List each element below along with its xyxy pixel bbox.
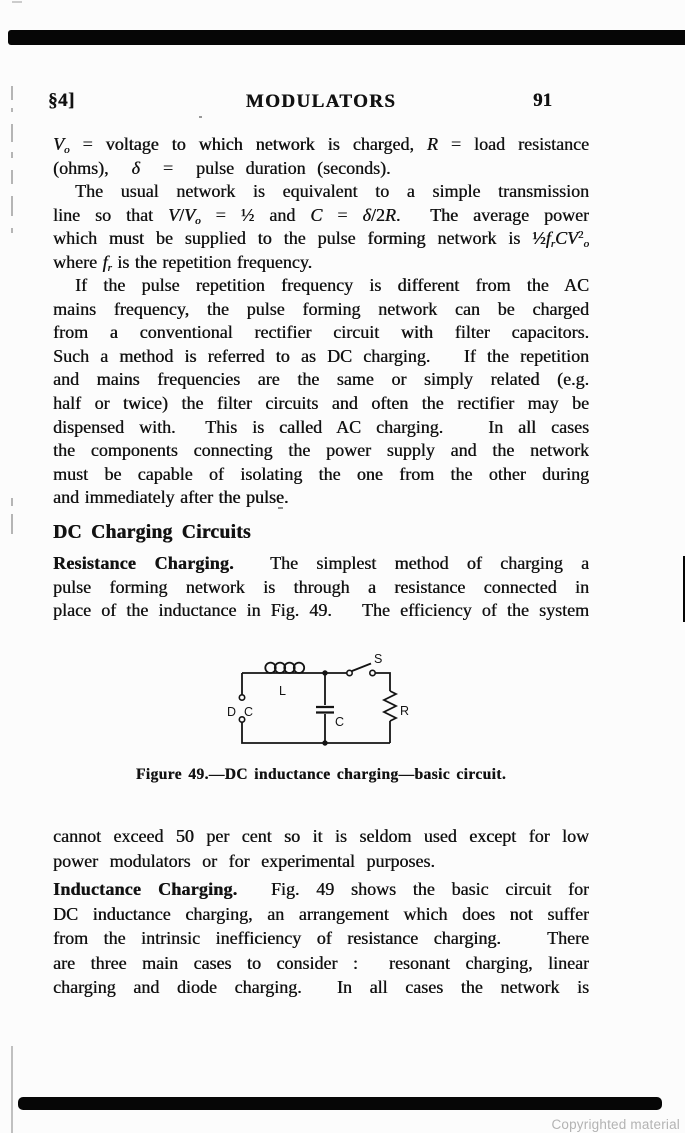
switch-contact	[347, 670, 352, 675]
paragraph-block-b	[53, 552, 589, 623]
scan-margin-dash-7	[11, 228, 13, 233]
scan-bar-bottom	[18, 1097, 662, 1110]
label-c-source: C	[244, 705, 254, 719]
text-line: DC inductance charging, an arrangement which does not suffer	[53, 903, 589, 924]
scan-speck-2	[199, 116, 202, 118]
text-line: are three main cases to consider : resonant charging, linear	[53, 952, 589, 973]
scan-bar-top	[8, 30, 685, 45]
paragraph-block-d	[53, 877, 589, 1000]
page-number: 91	[533, 90, 552, 111]
scan-margin-dash-3	[11, 124, 13, 142]
text-line: $V_o$ = voltage to which network is charged, R = load resistance	[53, 134, 589, 156]
scan-margin-dash-5	[11, 170, 13, 184]
text-line: charging and diode charging. In all cases the network is	[53, 977, 589, 997]
text-line: must be capable of isolating the one from the other during	[53, 463, 589, 484]
text-line: Such a method is referred to as DC charging. If the repetition	[53, 345, 589, 366]
text-line: and immediately after the pulse.	[53, 487, 289, 508]
section-heading-dc-charging-circuits: DC Charging Circuits	[53, 522, 251, 543]
label-switch: S	[374, 652, 383, 666]
scan-margin-dash-9	[11, 514, 13, 534]
scan-margin-dash-4	[11, 152, 13, 158]
figure-49-circuit-diagram	[215, 645, 425, 753]
text-line: line so that $V/V_o$ = ½ and C = δ/2R. The average power	[53, 204, 589, 227]
text-line: dispensed with. This is called AC charging. In all cases	[53, 416, 589, 437]
junction-dot	[322, 670, 327, 675]
text-line: mains frequency, the pulse forming network can be charged	[53, 298, 589, 319]
text-line: half or twice) the filter circuits and often the rectifier may be	[53, 393, 589, 414]
text-line: cannot exceed 50 per cent so it is seldom used except for low	[53, 826, 589, 846]
figure-caption: Figure 49.—DC inductance charging—basic circuit.	[135, 766, 507, 783]
switch-blade	[352, 664, 371, 672]
paragraph-block-c	[53, 824, 589, 873]
terminal-circle	[239, 695, 244, 700]
capacitor-plates	[316, 707, 334, 713]
text-line: the components connecting the power supply and the network	[53, 440, 589, 461]
text-line: If the pulse repetition frequency is different from the AC	[75, 275, 589, 296]
scan-margin-dash-8	[11, 498, 13, 506]
switch-contact	[370, 670, 375, 675]
text-line: pulse forming network is through a resistance connected in	[53, 576, 589, 597]
text-line: and mains frequencies are the same or simply related (e.g.	[53, 369, 589, 390]
scan-dash-top-left	[12, 1, 22, 3]
text-line: which must be supplied to the pulse forming network is $\frac{1}{2}f_rCV^2_o$	[53, 228, 589, 251]
chapter-title: MODULATORS	[245, 91, 397, 112]
scan-margin-line-bottom	[11, 1046, 13, 1133]
copyright-watermark: Copyrighted material	[551, 1117, 680, 1132]
text-line: The usual network is equivalent to a simple transmission	[75, 181, 589, 202]
label-inductor: L	[279, 684, 286, 698]
junction-dot	[322, 740, 327, 745]
text-line: (ohms), δ = pulse duration (seconds).	[53, 157, 391, 178]
text-line: place of the inductance in Fig. 49. The efficiency of the system	[53, 600, 589, 621]
text-line: from a conventional rectifier circuit with filter capacitors.	[53, 322, 589, 343]
label-capacitor: C	[335, 715, 345, 729]
paragraph-block-a	[53, 133, 589, 510]
text-line: power modulators or for experimental purposes.	[53, 850, 435, 871]
text-line: Resistance Charging. The simplest method of charging a	[53, 553, 589, 573]
text-line: from the intrinsic inefficiency of resistance charging. There	[53, 928, 589, 948]
scan-margin-dash-6	[11, 196, 13, 216]
label-resistor: R	[400, 704, 410, 718]
running-header	[0, 90, 685, 116]
resistor-zigzag	[384, 691, 396, 721]
section-number: §4]	[48, 90, 75, 111]
text-line: Inductance Charging. Fig. 49 shows the basic circuit for	[53, 879, 589, 899]
label-d: D	[227, 705, 237, 719]
text-line: where $f_r$ is the repetition frequency.	[53, 251, 313, 274]
